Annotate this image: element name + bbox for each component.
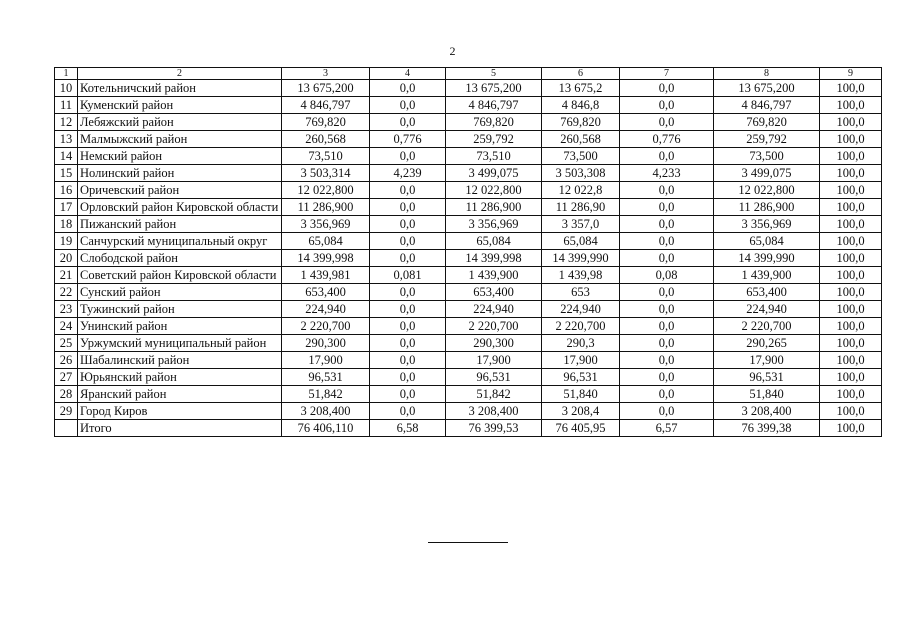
value-cell: 0,776: [620, 131, 714, 148]
value-cell: 96,531: [542, 369, 620, 386]
value-cell: 100,0: [820, 148, 882, 165]
value-cell: 0,0: [370, 80, 446, 97]
district-name: Сунский район: [78, 284, 282, 301]
value-cell: 73,500: [542, 148, 620, 165]
table-row: [55, 97, 882, 114]
value-cell: 96,531: [446, 369, 542, 386]
value-cell: 100,0: [820, 403, 882, 420]
value-cell: 100,0: [820, 420, 882, 437]
value-cell: 1 439,981: [282, 267, 370, 284]
value-cell: 0,0: [620, 250, 714, 267]
value-cell: 259,792: [446, 131, 542, 148]
value-cell: 100,0: [820, 80, 882, 97]
district-name: Малмыжский район: [78, 131, 282, 148]
table-row: [55, 250, 882, 267]
row-number: 15: [55, 165, 78, 182]
district-name: Орловский район Кировской области: [78, 199, 282, 216]
value-cell: 14 399,998: [446, 250, 542, 267]
value-cell: 2 220,700: [446, 318, 542, 335]
value-cell: 653,400: [446, 284, 542, 301]
value-cell: 100,0: [820, 335, 882, 352]
value-cell: 2 220,700: [542, 318, 620, 335]
value-cell: 2 220,700: [282, 318, 370, 335]
column-number: 5: [446, 68, 542, 80]
district-name: Город Киров: [78, 403, 282, 420]
value-cell: 100,0: [820, 318, 882, 335]
value-cell: 260,568: [282, 131, 370, 148]
value-cell: 0,0: [370, 301, 446, 318]
row-number: 23: [55, 301, 78, 318]
value-cell: 11 286,900: [446, 199, 542, 216]
value-cell: 0,081: [370, 267, 446, 284]
value-cell: 13 675,200: [714, 80, 820, 97]
row-number: 28: [55, 386, 78, 403]
value-cell: 100,0: [820, 250, 882, 267]
value-cell: 13 675,2: [542, 80, 620, 97]
value-cell: 12 022,800: [282, 182, 370, 199]
value-cell: 100,0: [820, 369, 882, 386]
value-cell: 4 846,8: [542, 97, 620, 114]
district-name: Юрьянский район: [78, 369, 282, 386]
row-number: 10: [55, 80, 78, 97]
row-number: [55, 420, 78, 437]
value-cell: 65,084: [542, 233, 620, 250]
table-row: [55, 352, 882, 369]
row-number: 18: [55, 216, 78, 233]
value-cell: 11 286,900: [714, 199, 820, 216]
value-cell: 0,0: [370, 335, 446, 352]
value-cell: 0,0: [370, 318, 446, 335]
value-cell: 4 846,797: [446, 97, 542, 114]
column-number: 9: [820, 68, 882, 80]
table-row: [55, 335, 882, 352]
district-name: Лебяжский район: [78, 114, 282, 131]
value-cell: 4 846,797: [282, 97, 370, 114]
value-cell: 12 022,800: [714, 182, 820, 199]
value-cell: 100,0: [820, 233, 882, 250]
value-cell: 224,940: [542, 301, 620, 318]
value-cell: 0,0: [620, 182, 714, 199]
table-row: [55, 114, 882, 131]
value-cell: 51,842: [282, 386, 370, 403]
value-cell: 0,0: [370, 386, 446, 403]
value-cell: 0,0: [370, 369, 446, 386]
value-cell: 65,084: [282, 233, 370, 250]
value-cell: 0,0: [620, 369, 714, 386]
row-number: 24: [55, 318, 78, 335]
value-cell: 0,0: [370, 199, 446, 216]
column-number: 3: [282, 68, 370, 80]
table-row: [55, 165, 882, 182]
value-cell: 76 399,38: [714, 420, 820, 437]
value-cell: 100,0: [820, 97, 882, 114]
row-number: 22: [55, 284, 78, 301]
value-cell: 0,0: [620, 386, 714, 403]
value-cell: 100,0: [820, 199, 882, 216]
row-number: 21: [55, 267, 78, 284]
value-cell: 14 399,990: [714, 250, 820, 267]
value-cell: 0,0: [620, 199, 714, 216]
value-cell: 6,58: [370, 420, 446, 437]
table-row: [55, 318, 882, 335]
value-cell: 0,0: [370, 216, 446, 233]
value-cell: 100,0: [820, 182, 882, 199]
district-name: Советский район Кировской области: [78, 267, 282, 284]
row-number: 16: [55, 182, 78, 199]
column-number: 6: [542, 68, 620, 80]
district-name: Котельничский район: [78, 80, 282, 97]
value-cell: 73,510: [282, 148, 370, 165]
value-cell: 76 405,95: [542, 420, 620, 437]
value-cell: 0,0: [370, 284, 446, 301]
value-cell: 13 675,200: [446, 80, 542, 97]
value-cell: 73,510: [446, 148, 542, 165]
value-cell: 290,3: [542, 335, 620, 352]
row-number: 25: [55, 335, 78, 352]
district-name: Слободской район: [78, 250, 282, 267]
value-cell: 96,531: [282, 369, 370, 386]
value-cell: 73,500: [714, 148, 820, 165]
value-cell: 1 439,900: [714, 267, 820, 284]
row-number: 19: [55, 233, 78, 250]
value-cell: 12 022,800: [446, 182, 542, 199]
value-cell: 769,820: [542, 114, 620, 131]
value-cell: 51,840: [542, 386, 620, 403]
value-cell: 96,531: [714, 369, 820, 386]
value-cell: 1 439,98: [542, 267, 620, 284]
row-number: 11: [55, 97, 78, 114]
value-cell: 3 208,4: [542, 403, 620, 420]
value-cell: 100,0: [820, 386, 882, 403]
district-name: Оричевский район: [78, 182, 282, 199]
value-cell: 224,940: [714, 301, 820, 318]
value-cell: 224,940: [446, 301, 542, 318]
column-number: 2: [78, 68, 282, 80]
value-cell: 100,0: [820, 352, 882, 369]
district-name: Итого: [78, 420, 282, 437]
value-cell: 3 356,969: [282, 216, 370, 233]
table-row: [55, 148, 882, 165]
value-cell: 0,0: [620, 318, 714, 335]
value-cell: 0,0: [370, 403, 446, 420]
value-cell: 0,08: [620, 267, 714, 284]
value-cell: 769,820: [446, 114, 542, 131]
value-cell: 0,0: [370, 250, 446, 267]
value-cell: 260,568: [542, 131, 620, 148]
district-name: Пижанский район: [78, 216, 282, 233]
district-name: Яранский район: [78, 386, 282, 403]
value-cell: 0,0: [620, 403, 714, 420]
table-row: [55, 369, 882, 386]
table-row: [55, 233, 882, 250]
value-cell: 653: [542, 284, 620, 301]
value-cell: 100,0: [820, 114, 882, 131]
value-cell: 259,792: [714, 131, 820, 148]
table-row: [55, 131, 882, 148]
value-cell: 3 503,314: [282, 165, 370, 182]
value-cell: 51,842: [446, 386, 542, 403]
value-cell: 0,0: [620, 352, 714, 369]
value-cell: 11 286,900: [282, 199, 370, 216]
value-cell: 76 399,53: [446, 420, 542, 437]
value-cell: 100,0: [820, 131, 882, 148]
table-row: [55, 216, 882, 233]
value-cell: 3 356,969: [714, 216, 820, 233]
column-number: 8: [714, 68, 820, 80]
table-row: [55, 403, 882, 420]
row-number: 14: [55, 148, 78, 165]
value-cell: 0,0: [370, 182, 446, 199]
value-cell: 0,0: [620, 148, 714, 165]
value-cell: 3 208,400: [282, 403, 370, 420]
row-number: 13: [55, 131, 78, 148]
district-name: Куменский район: [78, 97, 282, 114]
value-cell: 76 406,110: [282, 420, 370, 437]
value-cell: 3 356,969: [446, 216, 542, 233]
table-row: [55, 301, 882, 318]
district-name: Уржумский муниципальный район: [78, 335, 282, 352]
table-row: [55, 267, 882, 284]
row-number: 29: [55, 403, 78, 420]
value-cell: 0,0: [620, 216, 714, 233]
value-cell: 17,900: [542, 352, 620, 369]
value-cell: 290,300: [282, 335, 370, 352]
value-cell: 65,084: [714, 233, 820, 250]
value-cell: 4,233: [620, 165, 714, 182]
table-row: [55, 80, 882, 97]
value-cell: 17,900: [282, 352, 370, 369]
total-row: [55, 420, 882, 437]
value-cell: 17,900: [446, 352, 542, 369]
value-cell: 0,0: [370, 148, 446, 165]
value-cell: 0,0: [370, 97, 446, 114]
value-cell: 11 286,90: [542, 199, 620, 216]
page-number: 2: [449, 44, 456, 58]
value-cell: 3 208,400: [714, 403, 820, 420]
district-name: Немский район: [78, 148, 282, 165]
value-cell: 100,0: [820, 165, 882, 182]
value-cell: 65,084: [446, 233, 542, 250]
row-number: 26: [55, 352, 78, 369]
column-number-row: [55, 68, 882, 80]
row-number: 20: [55, 250, 78, 267]
district-name: Тужинский район: [78, 301, 282, 318]
value-cell: 100,0: [820, 267, 882, 284]
value-cell: 12 022,8: [542, 182, 620, 199]
value-cell: 3 499,075: [714, 165, 820, 182]
district-name: Унинский район: [78, 318, 282, 335]
table-row: [55, 284, 882, 301]
value-cell: 4,239: [370, 165, 446, 182]
value-cell: 653,400: [714, 284, 820, 301]
value-cell: 17,900: [714, 352, 820, 369]
value-cell: 290,265: [714, 335, 820, 352]
value-cell: 13 675,200: [282, 80, 370, 97]
value-cell: 14 399,998: [282, 250, 370, 267]
value-cell: 3 357,0: [542, 216, 620, 233]
value-cell: 14 399,990: [542, 250, 620, 267]
table-row: [55, 182, 882, 199]
value-cell: 51,840: [714, 386, 820, 403]
value-cell: 1 439,900: [446, 267, 542, 284]
value-cell: 769,820: [282, 114, 370, 131]
row-number: 27: [55, 369, 78, 386]
footer-rule: [428, 542, 508, 543]
value-cell: 4 846,797: [714, 97, 820, 114]
value-cell: 0,0: [620, 301, 714, 318]
value-cell: 0,776: [370, 131, 446, 148]
value-cell: 0,0: [370, 233, 446, 250]
district-name: Санчурский муниципальный округ: [78, 233, 282, 250]
value-cell: 0,0: [620, 284, 714, 301]
column-number: 4: [370, 68, 446, 80]
value-cell: 3 208,400: [446, 403, 542, 420]
value-cell: 0,0: [370, 352, 446, 369]
value-cell: 0,0: [620, 114, 714, 131]
data-table: [54, 67, 882, 437]
value-cell: 0,0: [620, 97, 714, 114]
table-row: [55, 199, 882, 216]
column-number: 7: [620, 68, 714, 80]
value-cell: 3 499,075: [446, 165, 542, 182]
table-row: [55, 386, 882, 403]
value-cell: 769,820: [714, 114, 820, 131]
value-cell: 100,0: [820, 284, 882, 301]
value-cell: 3 503,308: [542, 165, 620, 182]
value-cell: 6,57: [620, 420, 714, 437]
value-cell: 100,0: [820, 216, 882, 233]
value-cell: 0,0: [620, 335, 714, 352]
row-number: 12: [55, 114, 78, 131]
value-cell: 0,0: [370, 114, 446, 131]
district-name: Нолинский район: [78, 165, 282, 182]
column-number: 1: [55, 68, 78, 80]
value-cell: 653,400: [282, 284, 370, 301]
value-cell: 100,0: [820, 301, 882, 318]
value-cell: 2 220,700: [714, 318, 820, 335]
row-number: 17: [55, 199, 78, 216]
value-cell: 0,0: [620, 233, 714, 250]
district-name: Шабалинский район: [78, 352, 282, 369]
value-cell: 224,940: [282, 301, 370, 318]
value-cell: 290,300: [446, 335, 542, 352]
value-cell: 0,0: [620, 80, 714, 97]
